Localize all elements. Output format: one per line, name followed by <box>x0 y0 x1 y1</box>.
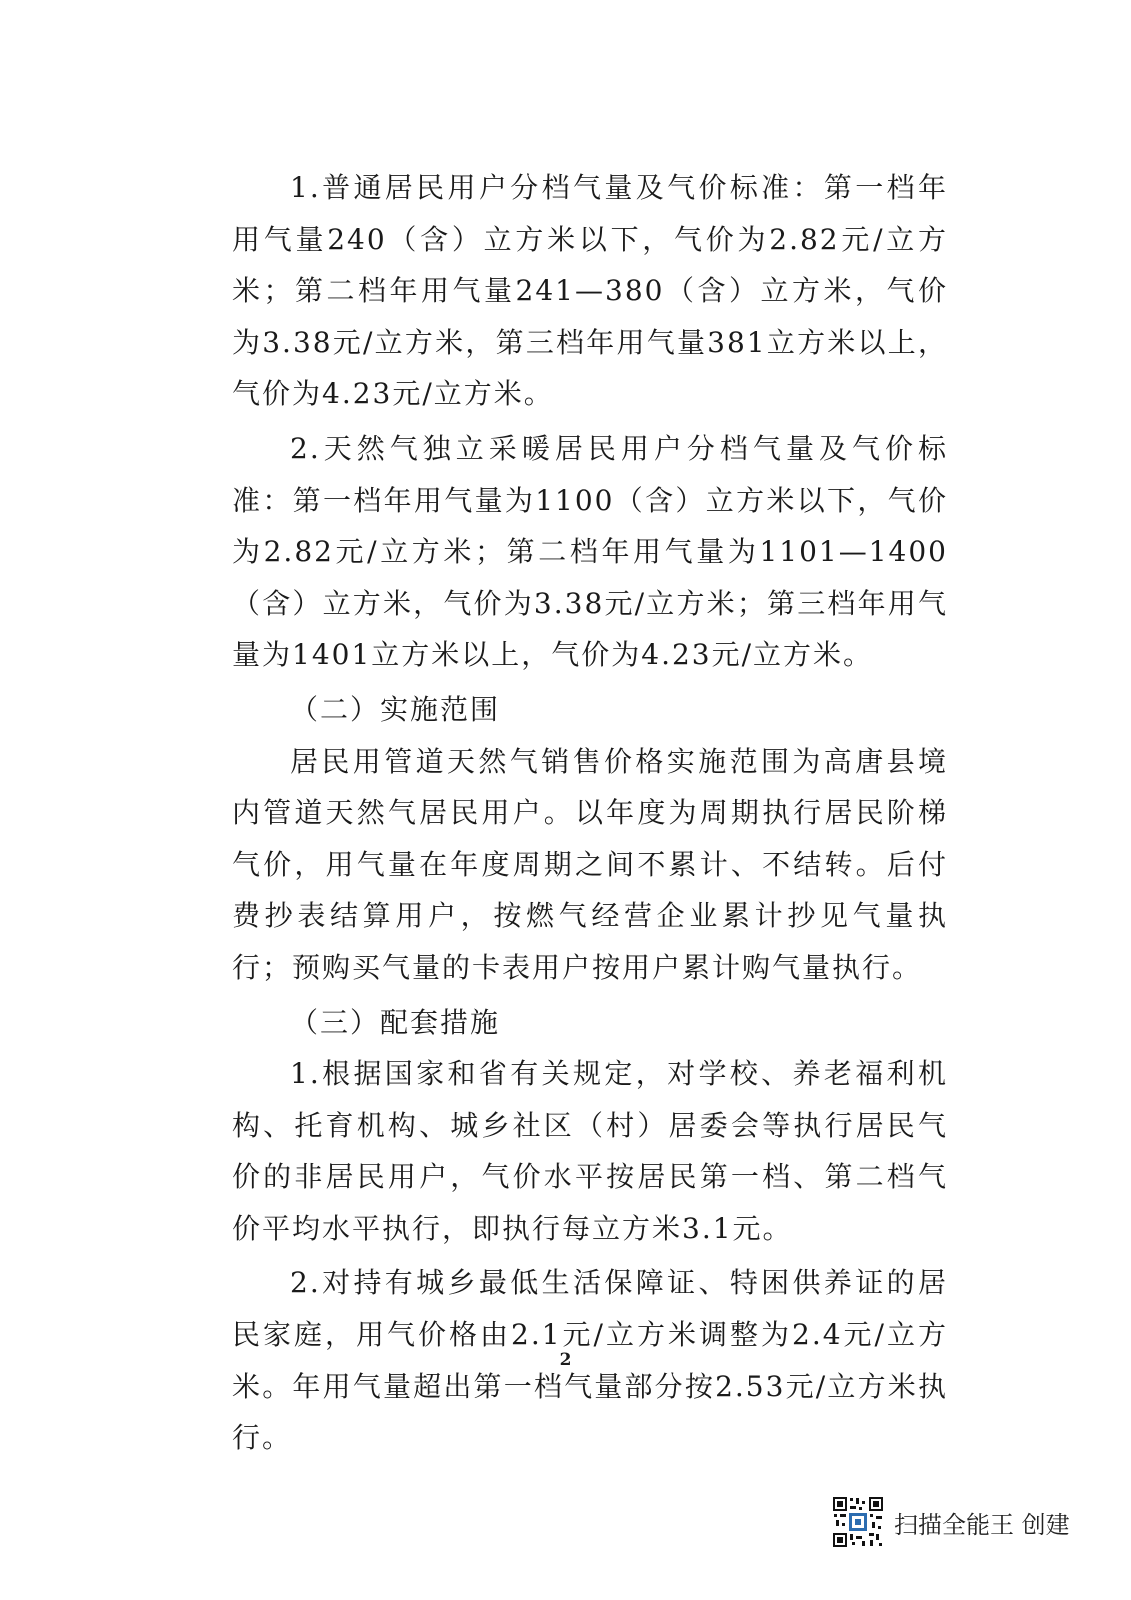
document-body <box>232 162 948 1467</box>
section-heading-scope: （二）实施范围 <box>290 692 501 726</box>
paragraph-heating-tiers: 2.天然气独立采暖居民用户分档气量及气价标准：第一档年用气量为1100（含）立方米以下，气价为2.82元/立方米；第二档年用气量为1101—1400（含）立方米，气价为3.38元/立方米；第三档年用气量为1401立方米以上，气价为4.23元/立方米。 <box>232 431 948 672</box>
paragraph-scope: 居民用管道天然气销售价格实施范围为高唐县境内管道天然气居民用户。以年度为周期执行居民阶梯气价，用气量在年度周期之间不累计、不结转。后付费抄表结算用户，按燃气经营企业累计抄见气量执行；预购买气量的卡表用户按用户累计购气量执行。 <box>232 744 948 984</box>
paragraph-low-income: 2.对持有城乡最低生活保障证、特困供养证的居民家庭，用气价格由2.1元/立方米调整为2.4元/立方米。年用气量超出第一档气量部分按2.53元/立方米执行。 <box>232 1266 948 1455</box>
paragraph-residential-tiers: 1.普通居民用户分档气量及气价标准：第一档年用气量240（含）立方米以下，气价为2.82元/立方米；第二档年用气量241—380（含）立方米，气价为3.38元/立方米，第三档年用气量381立方米以上，气价为4.23元/立方米。 <box>232 171 948 411</box>
section-heading-measures: （三）配套措施 <box>290 1005 501 1039</box>
paragraph-non-residential: 1.根据国家和省有关规定，对学校、养老福利机构、托育机构、城乡社区（村）居委会等执行居民气价的非居民用户，气价水平按居民第一档、第二档气价平均水平执行，即执行每立方米3.1元。 <box>232 1057 948 1245</box>
page-number: 2 <box>559 1350 572 1370</box>
watermark-text: 扫描全能王 创建 <box>894 1510 1070 1539</box>
qr-code-icon <box>832 1496 884 1548</box>
scanner-watermark <box>832 1494 1070 1550</box>
